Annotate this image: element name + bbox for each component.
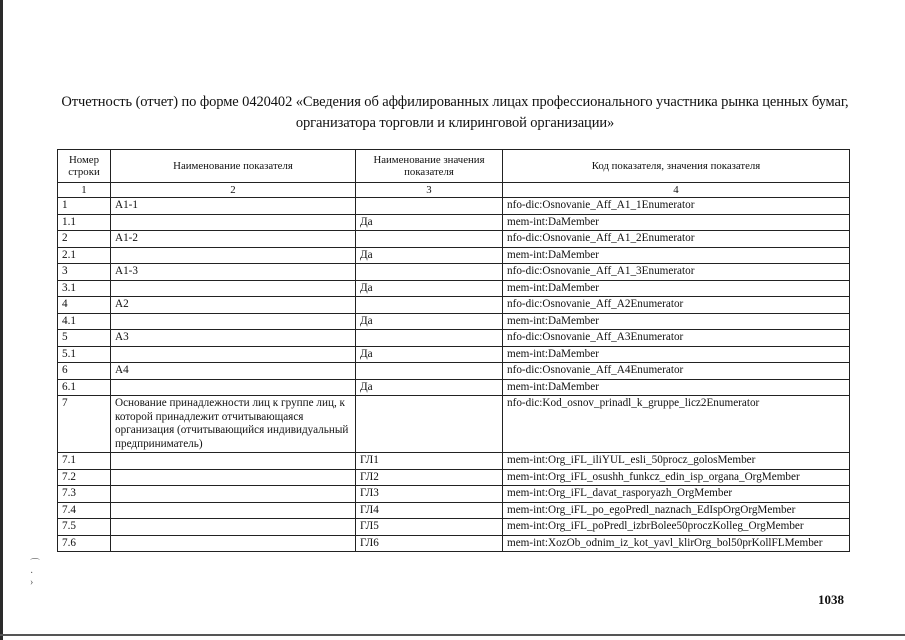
indicator-code-cell: nfo-dic:Osnovanie_Aff_A3Enumerator: [503, 330, 850, 347]
column-number: 3: [356, 183, 503, 198]
value-name-cell: Да: [356, 379, 503, 396]
value-name-cell: [356, 198, 503, 215]
indicator-name-cell: [111, 346, 356, 363]
value-name-cell: [356, 231, 503, 248]
indicator-name-cell: A2: [111, 297, 356, 314]
value-name-cell: ГЛ5: [356, 519, 503, 536]
table-row: [58, 379, 850, 396]
indicator-name-cell: A1-2: [111, 231, 356, 248]
row-number-cell: 1: [58, 198, 111, 215]
value-name-cell: ГЛ4: [356, 502, 503, 519]
indicator-code-cell: mem-int:DaMember: [503, 313, 850, 330]
header-indicator-name: Наименование показателя: [111, 150, 356, 183]
indicator-name-cell: [111, 280, 356, 297]
row-number-cell: 3: [58, 264, 111, 281]
indicator-code-cell: nfo-dic:Kod_osnov_prinadl_k_gruppe_licz2Enumerator: [503, 396, 850, 453]
value-name-cell: ГЛ3: [356, 486, 503, 503]
table-row: [58, 330, 850, 347]
table-row: [58, 453, 850, 470]
indicator-code-cell: mem-int:Org_iFL_po_egoPredl_naznach_EdIspOrgOrgMember: [503, 502, 850, 519]
indicator-name-cell: [111, 486, 356, 503]
value-name-cell: [356, 330, 503, 347]
indicator-name-cell: Основание принадлежности лиц к группе лиц, к которой принадлежит отчитывающаяся организация (отчитывающийся индивидуальный предприниматель): [111, 396, 356, 453]
value-name-cell: [356, 297, 503, 314]
table-row: [58, 297, 850, 314]
column-number-row: [58, 183, 850, 198]
table-header-row: [58, 150, 850, 183]
indicator-code-cell: mem-int:DaMember: [503, 214, 850, 231]
value-name-cell: ГЛ2: [356, 469, 503, 486]
indicator-name-cell: [111, 502, 356, 519]
value-name-cell: Да: [356, 313, 503, 330]
table-row: [58, 486, 850, 503]
header-indicator-value-name: Наименование значения показателя: [356, 150, 503, 183]
header-row-number: Номер строки: [58, 150, 111, 183]
value-name-cell: Да: [356, 247, 503, 264]
row-number-cell: 3.1: [58, 280, 111, 297]
value-name-cell: [356, 264, 503, 281]
row-number-cell: 1.1: [58, 214, 111, 231]
indicator-code-cell: mem-int:Org_iFL_davat_rasporyazh_OrgMember: [503, 486, 850, 503]
row-number-cell: 7.5: [58, 519, 111, 536]
row-number-cell: 2: [58, 231, 111, 248]
header-indicator-code: Код показателя, значения показателя: [503, 150, 850, 183]
indicator-name-cell: [111, 247, 356, 264]
row-number-cell: 7: [58, 396, 111, 453]
indicator-name-cell: [111, 453, 356, 470]
indicator-code-cell: mem-int:Org_iFL_poPredl_izbrBolee50proczKolleg_OrgMember: [503, 519, 850, 536]
table-row: [58, 313, 850, 330]
table-row: [58, 519, 850, 536]
indicator-code-cell: nfo-dic:Osnovanie_Aff_A2Enumerator: [503, 297, 850, 314]
row-number-cell: 7.4: [58, 502, 111, 519]
row-number-cell: 5.1: [58, 346, 111, 363]
value-name-cell: Да: [356, 346, 503, 363]
table-row: [58, 198, 850, 215]
table-row: [58, 346, 850, 363]
row-number-cell: 7.2: [58, 469, 111, 486]
row-number-cell: 2.1: [58, 247, 111, 264]
value-name-cell: ГЛ6: [356, 535, 503, 552]
row-number-cell: 5: [58, 330, 111, 347]
column-number: 1: [58, 183, 111, 198]
value-name-cell: ГЛ1: [356, 453, 503, 470]
indicator-code-cell: nfo-dic:Osnovanie_Aff_A4Enumerator: [503, 363, 850, 380]
indicator-code-cell: mem-int:DaMember: [503, 379, 850, 396]
indicator-name-cell: [111, 313, 356, 330]
document-title: Отчетность (отчет) по форме 0420402 «Сведения об аффилированных лицах профессионального участника рынка ценных бумаг, организатора торговли и клиринговой организации»: [61, 94, 849, 131]
table-row: [58, 214, 850, 231]
indicator-name-cell: A1-1: [111, 198, 356, 215]
indicator-code-cell: nfo-dic:Osnovanie_Aff_A1_1Enumerator: [503, 198, 850, 215]
indicator-name-cell: A4: [111, 363, 356, 380]
table-row: [58, 469, 850, 486]
table-row: [58, 396, 850, 453]
indicator-name-cell: [111, 214, 356, 231]
value-name-cell: [356, 396, 503, 453]
row-number-cell: 7.6: [58, 535, 111, 552]
indicator-code-cell: mem-int:Org_iFL_iliYUL_esli_50procz_golosMember: [503, 453, 850, 470]
column-number: 2: [111, 183, 356, 198]
indicator-table: [57, 149, 850, 552]
indicator-name-cell: [111, 519, 356, 536]
indicator-name-cell: [111, 535, 356, 552]
indicator-code-cell: nfo-dic:Osnovanie_Aff_A1_3Enumerator: [503, 264, 850, 281]
indicator-name-cell: [111, 469, 356, 486]
table-row: [58, 535, 850, 552]
table-row: [58, 264, 850, 281]
indicator-code-cell: mem-int:DaMember: [503, 280, 850, 297]
column-number: 4: [503, 183, 850, 198]
indicator-name-cell: [111, 379, 356, 396]
indicator-code-cell: nfo-dic:Osnovanie_Aff_A1_2Enumerator: [503, 231, 850, 248]
row-number-cell: 6.1: [58, 379, 111, 396]
row-number-cell: 7.3: [58, 486, 111, 503]
indicator-code-cell: mem-int:Org_iFL_osushh_funkcz_edin_isp_organa_OrgMember: [503, 469, 850, 486]
indicator-code-cell: mem-int:DaMember: [503, 346, 850, 363]
table-row: [58, 280, 850, 297]
value-name-cell: [356, 363, 503, 380]
row-number-cell: 6: [58, 363, 111, 380]
indicator-code-cell: mem-int:DaMember: [503, 247, 850, 264]
indicator-name-cell: A1-3: [111, 264, 356, 281]
table-row: [58, 363, 850, 380]
table-row: [58, 247, 850, 264]
scan-margin-mark: ⌒ · ›: [30, 559, 40, 588]
scan-bottom-line: [0, 634, 905, 636]
table-row: [58, 231, 850, 248]
indicator-code-cell: mem-int:XozOb_odnim_iz_kot_yavl_klirOrg_bol50prKollFLMember: [503, 535, 850, 552]
table-row: [58, 502, 850, 519]
page-number: 1038: [818, 592, 844, 607]
value-name-cell: Да: [356, 280, 503, 297]
scan-edge-line: [0, 0, 3, 640]
row-number-cell: 4: [58, 297, 111, 314]
row-number-cell: 4.1: [58, 313, 111, 330]
row-number-cell: 7.1: [58, 453, 111, 470]
indicator-name-cell: A3: [111, 330, 356, 347]
value-name-cell: Да: [356, 214, 503, 231]
